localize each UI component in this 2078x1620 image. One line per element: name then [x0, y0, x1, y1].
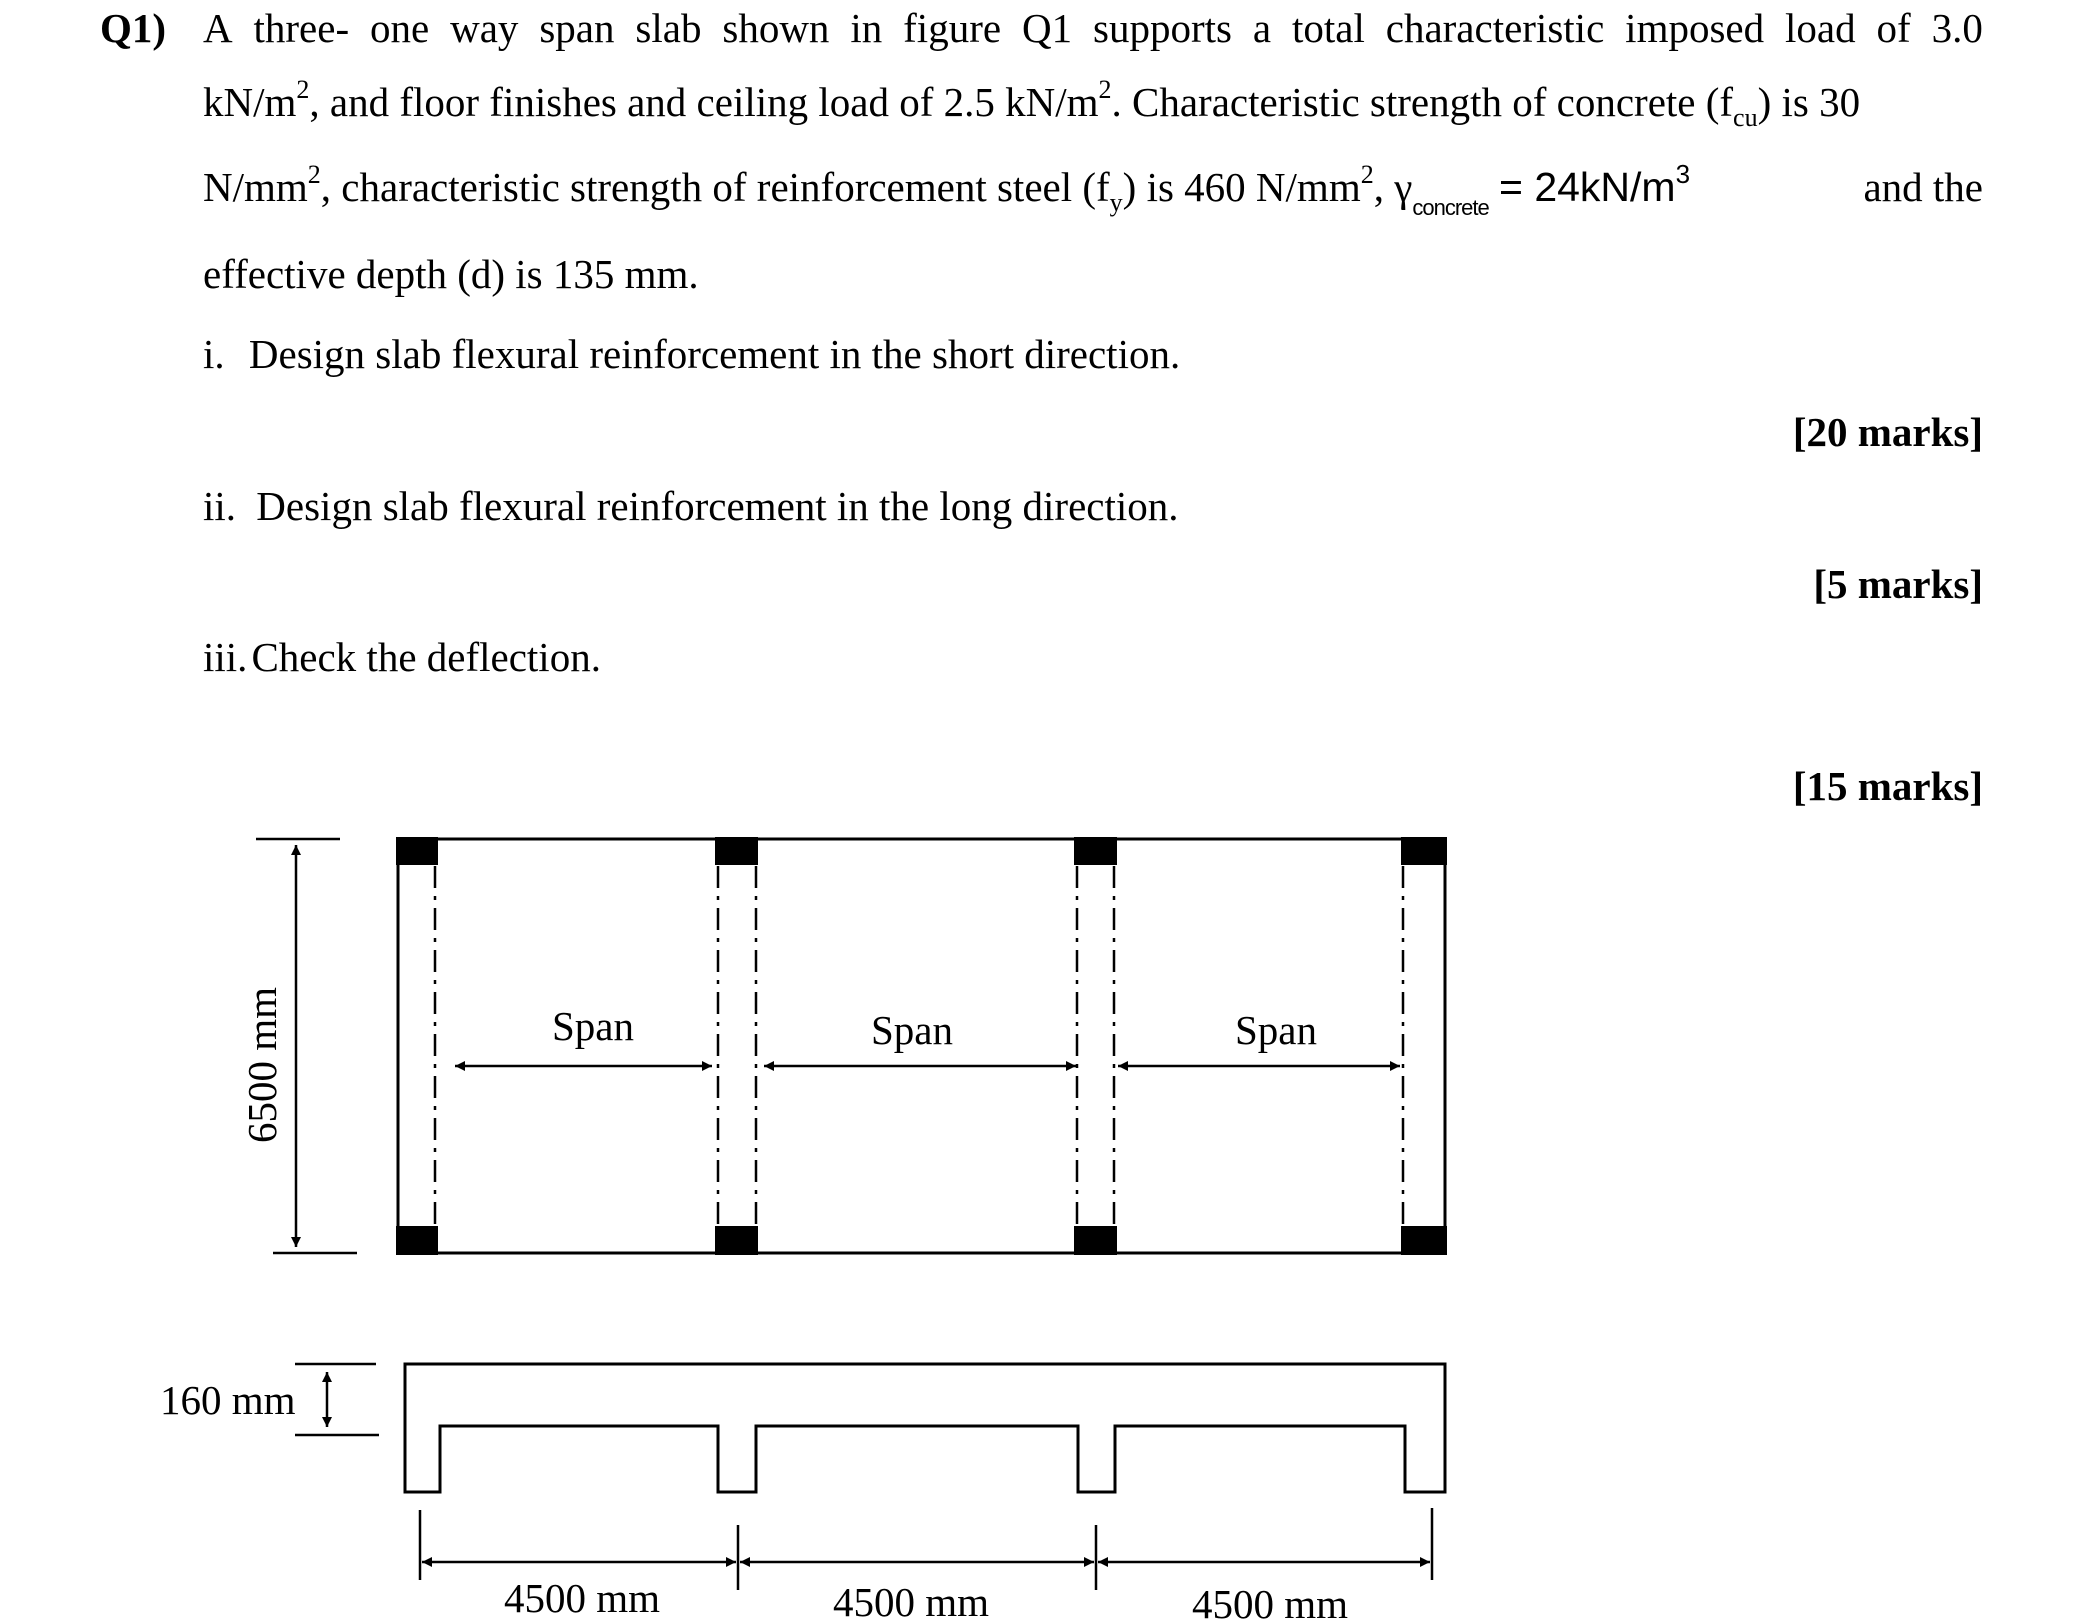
height-label: 6500 mm	[239, 986, 285, 1144]
line1-word: Q1	[1021, 5, 1073, 51]
line1-word: way	[450, 5, 519, 51]
thickness-label: 160 mm	[160, 1377, 296, 1423]
line1-word: one	[370, 5, 430, 51]
line1-word: imposed	[1625, 5, 1765, 51]
span-label-2: Span	[871, 1007, 953, 1053]
part-ii-marks: [5 marks]	[1813, 561, 1983, 607]
column	[1074, 837, 1117, 865]
line1-word: 3.0	[1931, 5, 1983, 51]
span-dim-3: 4500 mm	[1191, 1581, 1349, 1620]
line1-word: figure	[903, 5, 1002, 51]
part-i-text: Design slab flexural reinforcement in the short direction.	[248, 331, 1181, 377]
line1-word: characteristic	[1385, 5, 1605, 51]
column	[715, 837, 758, 865]
column	[396, 1226, 438, 1255]
span-label-3: Span	[1235, 1007, 1317, 1053]
section-outline	[405, 1364, 1445, 1492]
question-line-2: $kN/m^2$, and floor finishes and ceiling load of 2.5 $kN/m^2$. Characteristic strength of concrete $(f_{cu})$ is 30	[203, 75, 1861, 132]
line1-word: slab	[635, 5, 702, 51]
line1-word: three-	[253, 5, 350, 51]
column	[715, 1226, 758, 1255]
question-number: Q1)	[100, 5, 167, 51]
question-line-3: $N/mm^2$, characteristic strength of reinforcement steel $(f_y)$ is 460 $N/mm^2$, $\gamma_{concrete} = 24kN/m^3$ and the	[203, 159, 1983, 220]
part-iii-label: iii.	[203, 634, 248, 680]
part-i-marks: [20 marks]	[1792, 409, 1983, 455]
line1-word: of	[1876, 5, 1911, 51]
line1-word: supports	[1092, 5, 1232, 51]
span-dim-2: 4500 mm	[832, 1579, 990, 1620]
span-dim-1: 4500 mm	[503, 1575, 661, 1620]
line1-word: a	[1252, 5, 1272, 51]
column	[1074, 1226, 1117, 1255]
part-i-label: i.	[203, 331, 225, 377]
question-line-4: effective depth (d) is 135 mm.	[203, 251, 699, 297]
line1-word: span	[539, 5, 615, 51]
part-iii-text: Check the deflection.	[251, 634, 601, 680]
part-ii-label: ii.	[203, 483, 237, 529]
part-ii-text: Design slab flexural reinforcement in the long direction.	[256, 483, 1179, 529]
span-label-1: Span	[552, 1003, 634, 1049]
column	[1401, 1226, 1447, 1255]
part-iii-marks: [15 marks]	[1792, 763, 1983, 809]
line1-word: in	[850, 5, 883, 51]
line1-word: shown	[722, 5, 830, 51]
line1-word: A	[203, 5, 233, 51]
column	[1401, 837, 1447, 865]
thickness-dimension	[295, 1364, 379, 1435]
line1-word: total	[1291, 5, 1365, 51]
line1-word: load	[1785, 5, 1856, 51]
column	[396, 837, 438, 865]
